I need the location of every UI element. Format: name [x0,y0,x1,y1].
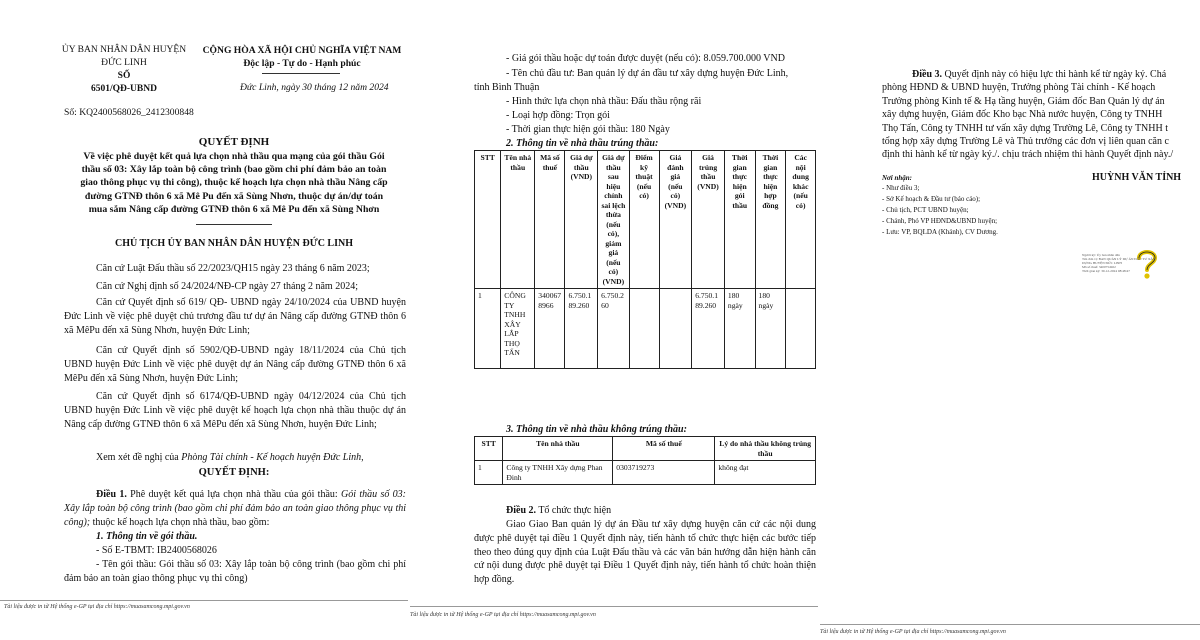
legal-basis: Căn cứ Quyết định số 5902/QĐ-UBND ngày 18/11/2024 của Chủ tịch UBND huyện Đức Linh về việc phê duyệt dự án Nâng cấp đường GTNĐ thôn 6 xã MêPu đến xã Sùng Nhơn, huyện Đức Linh; [64,345,406,384]
table-cell [659,289,692,369]
signer-name: HUỲNH VĂN TỈNH [1092,172,1182,183]
package-title: Gói thầu số 03: Xây lắp toàn bộ công trình (bao gồm chi phí đảm bảo an toàn giao thông phục vụ thi công); [64,489,406,528]
divider [196,224,272,225]
table-cell: 1 [475,461,503,485]
question-mark-icon [1126,246,1166,280]
section-heading: 2. Thông tin về nhà thầu trúng thầu: [506,138,659,149]
consideration-text: Xem xét đề nghị của [96,452,182,463]
legal-basis: Căn cứ Luật Đấu thầu số 22/2023/QH15 ngày 23 tháng 6 năm 2023; [96,263,370,274]
article-line: Trưởng phòng Kinh tế & Hạ tầng huyện, Giám đốc Ban Quản lý dự án [882,95,1165,107]
article-line: phòng HĐND & UBND huyện, Trưởng phòng Tài chính - Kế hoạch [882,82,1156,94]
column-header: Điểm kỹ thuật (nếu có) [629,151,659,289]
column-header: Thời gian thực hiện hợp đồng [755,151,786,289]
legal-basis: Căn cứ Quyết định số 6174/QĐ-UBND ngày 04/12/2024 của Chủ tịch UBND huyện Đức Linh về việc phê duyệt kế hoạch lựa chọn nhà thầu thuộc dự án Nâng cấp đường GTNĐ thôn 6 xã MêPu đến xã Sùng Nhơn, huyện Đức Linh; [64,391,406,430]
column-header: STT [475,151,501,289]
recipients-title: Nơi nhận: [882,174,913,182]
column-header: Giá đánh giá (nếu có) (VND) [659,151,692,289]
column-header: Các nội dung khác (nếu có) [786,151,816,289]
column-header: Mã số thuế [535,151,565,289]
document-page-3 [820,0,1200,640]
subject-line: mua sắm Nâng cấp đường GTNĐ thôn 6 xã Mê Pu đến xã Sùng Nhơn [88,203,380,215]
article-1 [64,488,406,529]
losing-bidder-table [474,436,816,485]
article-line: định thi hành kể từ ngày ký./. chịu trách nhiệm thi hành Quyết định này./ [882,149,1174,161]
section-heading: 3. Thông tin về nhà thầu không trúng thầu: [506,424,687,435]
column-header: Tên nhà thầu [503,437,613,461]
column-header: Lý do nhà thầu không trúng thầu [715,437,816,461]
article-line: Thọ Tấn, Công ty TNHH tư vấn xây dựng Trường Lê, Công ty TNHH t [882,122,1168,134]
package-name: - Tên gói thầu: Gói thầu số 03: Xây lắp toàn bộ công trình (bao gồm chi phí đảm bảo an toàn giao thông phục vụ thi công) [64,559,406,584]
stamp-line: Mã số thuế: 3400754922 [1082,265,1116,269]
agency-line: ỦY BAN NHÂN DÂN HUYỆN [61,45,187,55]
stamp-line: Tên đơn vị: BAN QUẢN LÝ DỰ ÁN ĐẦU TƯ XÂY [1082,257,1156,261]
national-header [196,44,408,70]
legal-basis: Căn cứ Quyết định số 619/ QĐ- UBND ngày 24/10/2024 của UBND huyện Đức Linh về việc phê duyệt chủ trương đầu tư dự án Nâng cấp đường GTNĐ thôn 6 xã MêPu đến xã Sùng Nhơn, huyện Đức Linh; [64,297,406,336]
page-title: QUYẾT ĐỊNH [198,136,270,148]
nation-title: CỘNG HÒA XÃ HỘI CHỦ NGHĨA VIỆT NAM [202,45,402,56]
divider [262,73,340,74]
table-cell [786,289,816,369]
recipient-item: - Sở Kế hoạch & Đầu tư (báo cáo); [882,195,981,203]
stamp-line: Người ký: Ủy ban nhân dân [1082,253,1120,257]
document-page-1 [0,0,410,640]
article-line: xây dựng huyện, Giám đốc Kho bạc Nhà nước huyện, Công ty TNHH [882,109,1163,121]
footer-note: Tài liệu được in từ Hệ thống e-GP tại địa chỉ https://muasamcong.mpi.gov.vn [4,604,190,610]
article-2-body: Giao Giao Ban quản lý dự án Đầu tư xây dựng huyện căn cứ các nội dung được phê duyệt tại điều 1 Quyết định này, tiến hành tổ chức thực hiện các bước tiếp theo theo đúng quy định của Luật Đấu thầu và các văn bản hướng dẫn hiện hành căn cứ nội dung được phê duyệt tại Điều 1 Quyết định này, tiến hành tổ chức hoàn thiện hợp đồng. [474,519,816,586]
column-header: Giá dự thầu (VND) [565,151,598,289]
agency-line: SỐ [117,71,131,81]
tbmt-number: - Số E-TBMT: IB2400568026 [96,545,217,556]
nation-motto: Độc lập - Tự do - Hạnh phúc [243,58,361,69]
table-cell: 6.750.189.260 [565,289,598,369]
agency-line: ĐỨC LINH [101,58,147,68]
table-cell: không đạt [715,461,816,485]
table-cell: Công ty TNHH Xây dựng Phan Đinh [503,461,613,485]
table-cell [629,289,659,369]
article-label: Điều 2. [506,505,536,516]
table-cell: 1 [475,289,501,369]
decision-subject [62,150,406,216]
article-text: Phê duyệt kết quả lựa chọn nhà thầu của gói thầu: [126,489,342,500]
contract-type: - Loại hợp đồng: Trọn gói [506,110,610,121]
package-duration: - Thời gian thực hiện gói thầu: 180 Ngày [506,124,670,135]
article-title: Tổ chức thực hiện [536,505,612,516]
stamp-line: Thời gian ký: 30-12-2024 08:48:47 [1082,269,1130,273]
table-header-row [475,437,816,461]
footer-note: Tài liệu được in từ Hệ thống e-GP tại địa chỉ https://muasamcong.mpi.gov.vn [410,612,596,618]
section-heading: 1. Thông tin về gói thầu. [96,531,198,542]
recipient-item: - Lưu: VP, BQLDA (Khánh), CV Dương. [882,228,998,236]
table-cell: 0303719273 [613,461,715,485]
subject-line: thầu số 03: Xây lắp toàn bộ công trình (bao gồm chi phí đảm bảo an toàn [81,164,387,176]
investor-name: - Tên chủ đầu tư: Ban quản lý dự án đầu tư xây dựng huyện Đức Linh, [506,68,789,79]
table-cell: 6.750.189.260 [692,289,725,369]
table-row [475,289,816,369]
document-page-2 [410,0,820,640]
subject-line: Về việc phê duyệt kết quả lựa chọn nhà thầu qua mạng của gói thầu Gói [83,151,385,162]
investor-name: tỉnh Bình Thuận [474,82,540,93]
winning-bidder-table [474,150,816,369]
table-cell: 180 ngày [724,289,755,369]
recipient-item: - Như điều 3; [882,184,920,192]
article-label: Điều 1. [96,489,127,500]
column-header: STT [475,437,503,461]
footer-rule [410,606,818,607]
authority-heading: CHỦ TỊCH ỦY BAN NHÂN DÂN HUYỆN ĐỨC LINH [115,238,353,249]
digital-signature-stamp [1082,252,1200,282]
column-header: Giá trúng thầu (VND) [692,151,725,289]
footer-note: Tài liệu được in từ Hệ thống e-GP tại địa chỉ https://muasamcong.mpi.gov.vn [820,629,1006,635]
recipient-item: - Chánh, Phó VP HĐND&UBND huyện; [882,217,998,225]
article-2-heading [506,504,611,517]
decide-heading: QUYẾT ĐỊNH: [198,467,270,478]
article-line: tổng hợp xây dựng Trường Lê và Thủ trưởng các đơn vị liên quan căn c [882,136,1169,148]
footer-rule [0,600,408,601]
subject-line: đường GTNĐ thôn 6 xã Mê Pu đến xã Sùng Nhơn, thuộc dự án/dự toán [84,190,384,202]
package-price: - Giá gói thầu hoặc dự toán được duyệt (nếu có): 8.059.700.000 VND [506,53,785,64]
table-header-row [475,151,816,289]
table-row [475,461,816,485]
article-text: thuộc kế hoạch lựa chọn nhà thầu, bao gồm: [90,516,270,528]
issuing-agency [56,44,192,96]
table-cell: CÔNG TY TNHH XÂY LẮP THỌ TẤN [501,289,535,369]
subject-line: giao thông phục vụ thi công), thuộc kế hoạch lựa chọn nhà thầu Nâng cấp [80,177,388,189]
table-cell: 3400678966 [535,289,565,369]
doc-number: Số: KQ2400568026_2412300848 [64,107,194,118]
decision-number: 6501/QĐ-UBND [91,84,157,94]
column-header: Giá dự thầu sau hiệu chỉnh sai lệch thừa (nếu có), giảm giá (nếu có) (VND) [598,151,629,289]
table-cell: 6.750.260 [598,289,629,369]
column-header: Mã số thuế [613,437,715,461]
stamp-line: DỰNG HUYỆN ĐỨC LINH [1082,261,1122,265]
recipient-item: - Chủ tịch, PCT UBND huyện; [882,206,969,214]
column-header: Tên nhà thầu [501,151,535,289]
article-label: Điều 3. [912,69,942,80]
selection-method: - Hình thức lựa chọn nhà thầu: Đấu thầu rộng rãi [506,96,702,107]
article-3 [882,68,1200,162]
consideration [96,451,364,464]
date-place: Đức Linh, ngày 30 tháng 12 năm 2024 [240,82,389,93]
column-header: Thời gian thực hiện gói thầu [724,151,755,289]
table-cell: 180 ngày [755,289,786,369]
consideration-agency: Phòng Tài chính - Kế hoạch huyện Đức Linh, [181,452,364,463]
article-line: Quyết định này có hiệu lực thi hành kể từ ngày ký. Chá [944,69,1167,80]
footer-rule [820,624,1200,625]
legal-basis: Căn cứ Nghị định số 24/2024/NĐ-CP ngày 27 tháng 2 năm 2024; [96,281,358,292]
